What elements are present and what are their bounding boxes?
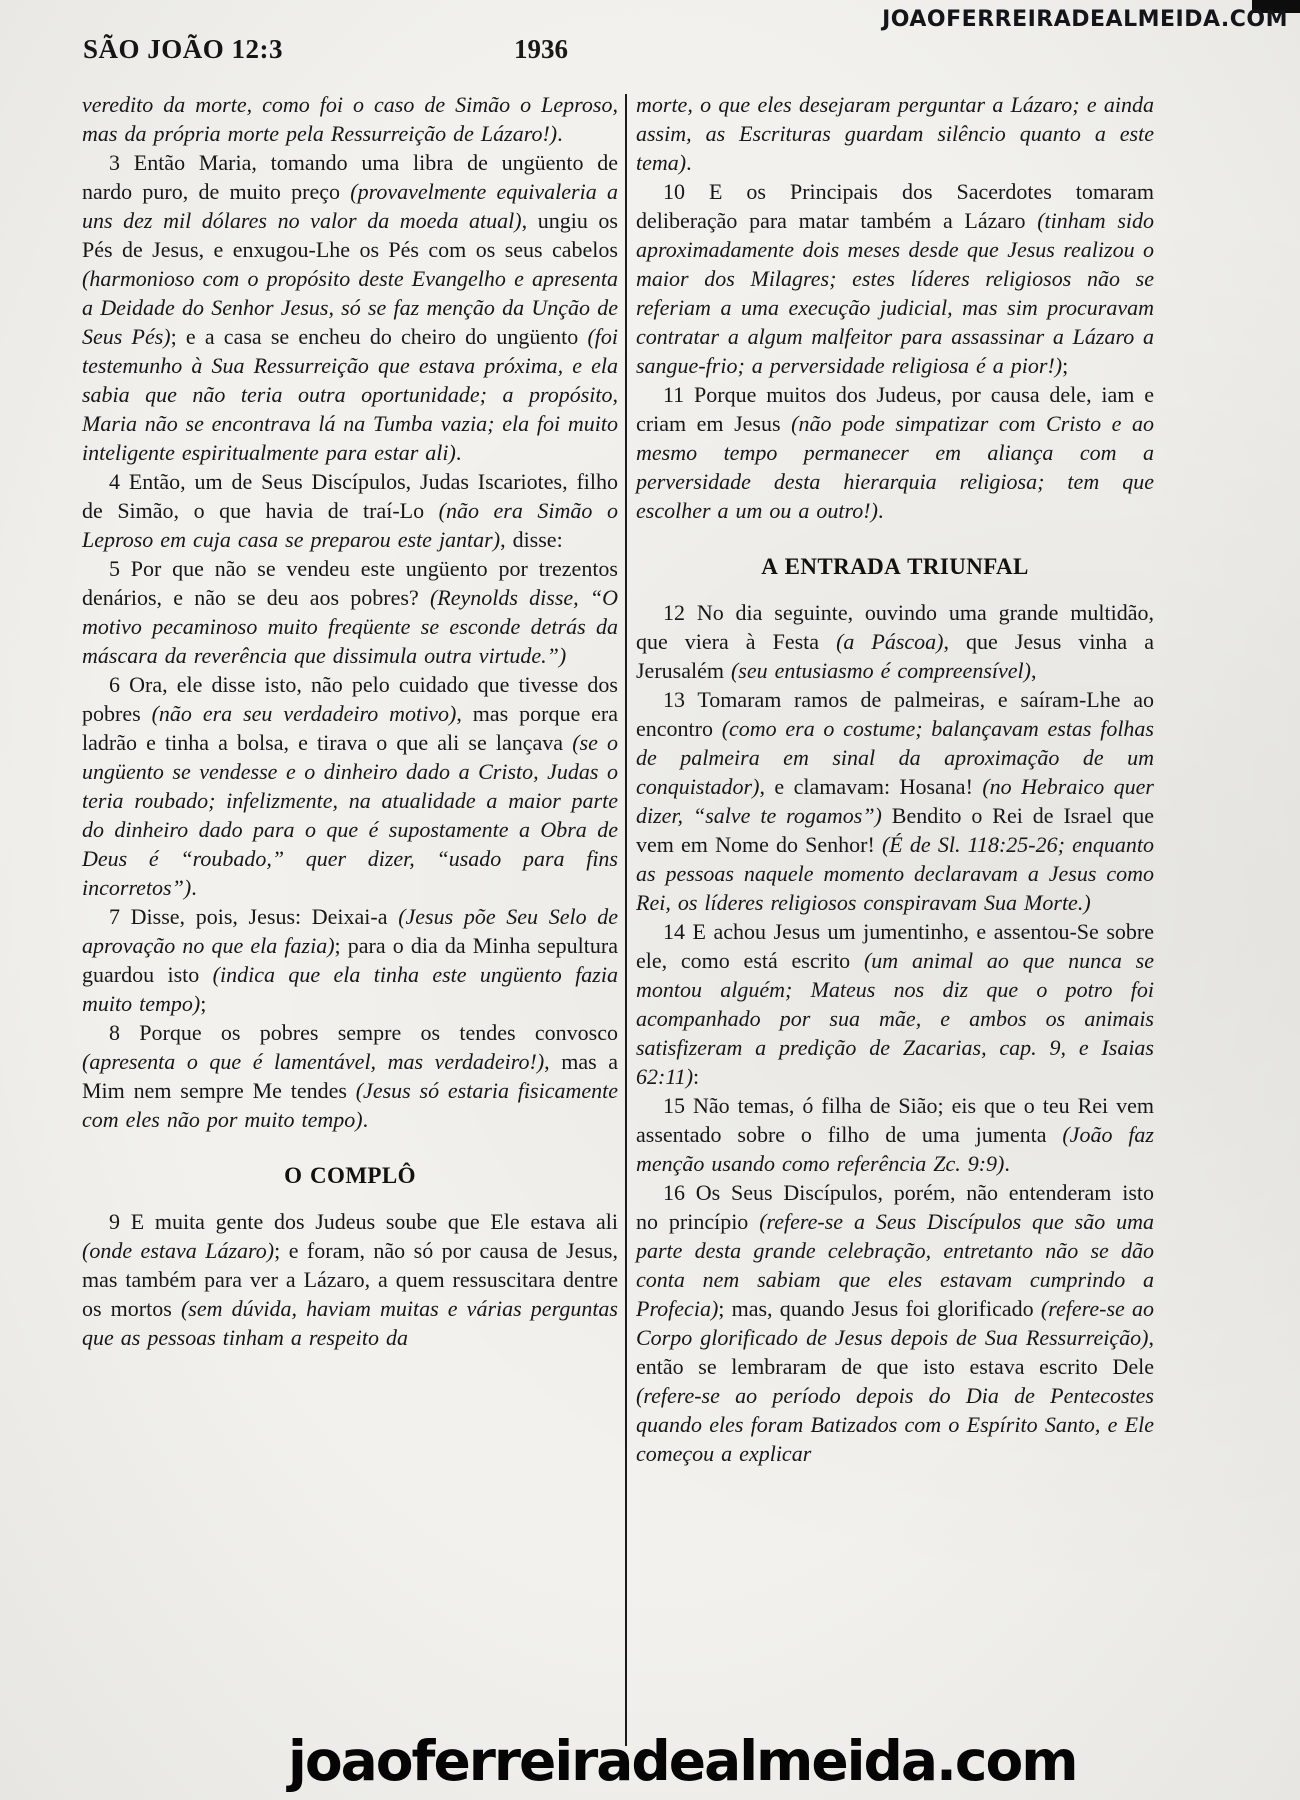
scripture-text: 4 Então, um de Seus Discípulos, Judas Iscariotes, filho de Simão, o que havia de traí-Lo [82, 469, 618, 523]
commentary-text: (não era Simão o Leproso em cuja casa se preparou este jantar) [82, 498, 618, 552]
scripture-text: 12 No dia seguinte, ouvindo uma grande multidão, que viera à Festa [636, 600, 1154, 654]
commentary-text: (um animal ao que nunca se montou alguém; Mateus nos diz que o potro foi acompanhado por sua mãe, e ambos os animais satisfizeram a predição de Zacarias, cap. 9, e Isaias 62:11) [636, 948, 1154, 1089]
commentary-text: (refere-se a Seus Discípulos que são uma parte desta grande celebração, entretanto não se dão conta nem sabiam que eles estavam cumprindo a Profecia) [636, 1209, 1154, 1321]
commentary-text: veredito da morte, como foi o caso de Simão o Leproso, mas da própria morte pela Ressurreição de Lázaro!) [82, 92, 618, 146]
verse-paragraph [636, 177, 1154, 380]
commentary-text: (Jesus põe Seu Selo de aprovação no que ela fazia) [82, 904, 618, 958]
scripture-text: ; mas, quando Jesus foi glorificado [718, 1296, 1041, 1321]
site-watermark-bottom: joaoferreiradealmeida.com [288, 1729, 1077, 1793]
scripture-text: , que Jesus vinha a Jerusalém [636, 629, 1154, 683]
verse-reference: SÃO JOÃO 12:3 [83, 34, 284, 64]
scripture-text: 15 Não temas, ó filha de Sião; eis que o teu Rei vem assentado sobre o filho de uma jumenta [636, 1093, 1154, 1147]
scripture-text: 3 Então Maria, tomando uma libra de ungüento de nardo puro, de muito preço [82, 150, 618, 204]
verse-paragraph [636, 685, 1154, 917]
verse-paragraph [636, 1178, 1154, 1468]
scripture-text: , ungiu os Pés de Jesus, e enxugou-Lhe os Pés com os seus cabelos [82, 208, 618, 262]
verse-paragraph [82, 554, 618, 670]
commentary-text: (onde estava Lázaro) [82, 1238, 275, 1263]
scripture-text: 16 Os Seus Discípulos, porém, não entenderam isto no princípio [636, 1180, 1154, 1234]
verse-paragraph [82, 467, 618, 554]
commentary-text: (se o ungüento se vendesse e o dinheiro dado a Cristo, Judas o teria roubado; infelizmente, na atualidade a maior parte do dinheiro dado para o que é supostamente a Obra de Deus é “roubado,” quer dizer, “usado para fins incorretos”) [82, 730, 618, 900]
commentary-text: (tinham sido aproximadamente dois meses desde que Jesus realizou o maior dos Milagres; estes líderes religiosos não se referiam a uma execução judicial, mas sim procuravam contratar a algum malfeitor para assassinar a Lázaro a sangue-frio; a perversidade religiosa é a pior!) [636, 208, 1154, 378]
scripture-text: 13 Tomaram ramos de palmeiras, e saíram-Lhe ao encontro [636, 687, 1154, 741]
text-column-right [636, 90, 1154, 1746]
verse-paragraph [82, 670, 618, 902]
column-divider [625, 94, 627, 1746]
commentary-text: (João faz menção usando como referência Zc. 9:9) [636, 1122, 1154, 1176]
commentary-text: (sem dúvida, haviam muitas e várias perguntas que as pessoas tinham a respeito da [82, 1296, 618, 1350]
verse-paragraph [82, 148, 618, 467]
commentary-text: (foi testemunho à Sua Ressurreição que estava próxima, e ela sabia que não teria outra oportunidade; a propósito, Maria não se encontrava lá na Tumba vazia; ela foi muito inteligente espiritualmente para estar ali) [82, 324, 618, 465]
scripture-text: . [191, 875, 197, 900]
scripture-text: 9 E muita gente dos Judeus soube que Ele estava ali [109, 1209, 618, 1234]
text-columns [82, 90, 1154, 1746]
commentary-text: (Reynolds disse, “O motivo pecaminoso muito freqüente se esconde detrás da máscara da reverência que dissimula outra virtude.”) [82, 585, 618, 668]
commentary-text: (refere-se ao Corpo glorificado de Jesus depois de Sua Ressurreição) [636, 1296, 1154, 1350]
scripture-text: ; [200, 991, 207, 1016]
scripture-text: . [686, 150, 692, 175]
scripture-text: : [693, 1064, 700, 1089]
commentary-text: (no Hebraico quer dizer, “salve te rogamos”) [636, 774, 1154, 828]
scripture-text: 7 Disse, pois, Jesus: Deixai-a [109, 904, 399, 929]
verse-paragraph [82, 1207, 618, 1352]
verse-paragraph [636, 90, 1154, 177]
verse-paragraph [636, 917, 1154, 1091]
verse-paragraph [82, 902, 618, 1018]
verse-paragraph [82, 90, 618, 148]
scripture-text: 8 Porque os pobres sempre os tendes convosco [109, 1020, 618, 1045]
commentary-text: (como era o costume; balançavam estas folhas de palmeira em sinal da aproximação de um conquistador) [636, 716, 1154, 799]
section-heading: A ENTRADA TRIUNFAL [761, 554, 1029, 579]
scripture-text: , disse: [500, 527, 563, 552]
commentary-text: morte, o que eles desejaram perguntar a Lázaro; e ainda assim, as Escrituras guardam silêncio quanto a este tema) [636, 92, 1154, 175]
scripture-text: ; e foram, não só por causa de Jesus, mas também para ver a Lázaro, a quem ressuscitara dentre os mortos [82, 1238, 618, 1321]
commentary-text: (Jesus só estaria fisicamente com eles não por muito tempo) [82, 1078, 618, 1132]
scripture-text: , e clamavam: Hosana! [759, 774, 983, 799]
scripture-text: . [455, 440, 462, 465]
scripture-text: 14 E achou Jesus um jumentinho, e assentou-Se sobre ele, como está escrito [636, 919, 1154, 973]
verse-paragraph [82, 1018, 618, 1134]
text-column-left [82, 90, 618, 1746]
commentary-text: (apresenta o que é lamentável, mas verdadeiro!) [82, 1049, 545, 1074]
commentary-text: (não pode simpatizar com Cristo e ao mesmo tempo permanecer em aliança com a perversidade desta hierarquia religiosa; tem que escolher a um ou a outro!) [636, 411, 1154, 523]
scripture-text: ; para o dia da Minha sepultura guardou isto [82, 933, 618, 987]
scripture-text: , mas porque era ladrão e tinha a bolsa, e tirava o que ali se lançava [82, 701, 618, 755]
verse-paragraph [636, 1091, 1154, 1178]
commentary-text: (provavelmente equivaleria a uns dez mil dólares no valor da moeda atual) [82, 179, 618, 233]
scripture-text: . [557, 121, 563, 146]
scripture-text: Bendito o Rei de Israel que vem em Nome do Senhor! [636, 803, 1154, 857]
commentary-text: (não era seu verdadeiro motivo) [151, 701, 457, 726]
page-number: 1936 [514, 34, 568, 64]
commentary-text: (É de Sl. 118:25-26; enquanto as pessoas naquele momento declaravam a Jesus como Rei, os líderes religiosos conspiravam Sua Morte.) [636, 832, 1154, 915]
scripture-text: , [1030, 658, 1037, 683]
commentary-text: (seu entusiasmo é compreensível) [730, 658, 1031, 683]
scripture-text: 5 Por que não se vendeu este ungüento por trezentos denários, e não se deu aos pobres? [82, 556, 618, 610]
scripture-text: . [362, 1107, 369, 1132]
scripture-text: , então se lembraram de que isto estava escrito Dele [636, 1325, 1154, 1379]
scripture-text: . [877, 498, 884, 523]
verse-paragraph [636, 598, 1154, 685]
site-watermark-top: JOAOFERREIRADEALMEIDA.COM [882, 7, 1288, 32]
scripture-text: , mas a Mim nem sempre Me tendes [82, 1049, 618, 1103]
commentary-text: (refere-se ao período depois do Dia de Pentecostes quando eles foram Batizados com o Espírito Santo, e Ele começou a explicar [636, 1383, 1154, 1466]
commentary-text: (indica que ela tinha este ungüento fazia muito tempo) [82, 962, 618, 1016]
scripture-text: ; e a casa se encheu do cheiro do ungüento [170, 324, 588, 349]
scripture-text: ; [1062, 353, 1069, 378]
scripture-text: 10 E os Principais dos Sacerdotes tomaram deliberação para matar também a Lázaro [636, 179, 1154, 233]
scripture-text: 6 Ora, ele disse isto, não pelo cuidado que tivesse dos pobres [82, 672, 618, 726]
verse-paragraph [636, 380, 1154, 525]
scripture-text: 11 Porque muitos dos Judeus, por causa dele, iam e criam em Jesus [636, 382, 1154, 436]
scripture-text: . [1004, 1151, 1010, 1176]
section-heading: O COMPLÔ [284, 1163, 416, 1188]
commentary-text: (harmonioso com o propósito deste Evangelho e apresenta a Deidade do Senhor Jesus, só se faz menção da Unção de Seus Pés) [82, 266, 618, 349]
commentary-text: (a Páscoa) [836, 629, 944, 654]
